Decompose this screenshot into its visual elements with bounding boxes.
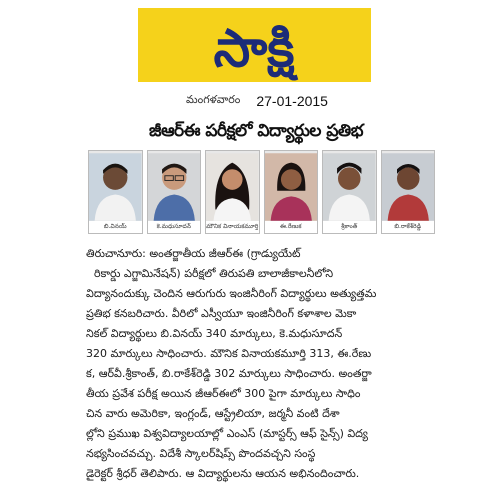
article-line: తీయ ప్రవేశ పరీక్ష అయిన జీఆర్‌ఈలో 300 పైగా మార్కులు సాధిం: [86, 387, 361, 400]
portrait-image: [323, 151, 376, 223]
newspaper-masthead: [138, 8, 371, 82]
article-line: డైరెక్టర్ శ్రీధర్ తెలిపారు. ఆ విద్యార్థులను ఆయన అభినందించారు.: [86, 467, 360, 480]
portrait-image: [148, 151, 201, 223]
portrait-image: [206, 151, 259, 223]
student-photo: [88, 150, 143, 234]
article-line: నికల్ విద్యార్థులు బి.వినయ్ 340 మార్కులు, కె.మధుసూదన్: [86, 327, 343, 340]
article-body: [86, 244, 450, 494]
student-photo: [381, 150, 436, 234]
sakshi-logo: [138, 8, 371, 82]
article-headline: జీఆర్‌ఈ పరీక్షలో విద్యార్థుల ప్రతిభ: [149, 121, 363, 141]
photo-caption: కె.మధుసూదన్: [148, 221, 201, 233]
dateline-day: మంగళవారం: [186, 93, 241, 106]
student-photo: [205, 150, 260, 234]
portrait-image: [382, 151, 435, 223]
article-line: నభ్యసించవచ్చు. విదేశీ స్కాలర్‌షిప్స్ పొందవచ్చని సంస్థ: [86, 447, 316, 460]
photo-caption: ఈ.రేణుక: [265, 221, 318, 233]
article-line: క, ఆర్‌వీ.శ్రీకాంత్, బి.రాకేశ్‌రెడ్డి 302 మార్కులు సాధించారు. అంతర్జా: [86, 367, 372, 380]
logo-text: సాక్షి: [213, 19, 295, 79]
dateline: [186, 92, 396, 110]
dateline-date: 27-01-2015: [256, 93, 328, 109]
portrait-image: [265, 151, 318, 223]
photo-caption: శ్రీకాంత్: [323, 221, 376, 233]
article-line: 320 మార్కులు సాధించారు. మౌనిక వినాయకమూర్తి 313, ఈ.రేణు: [86, 347, 372, 360]
student-photo: [264, 150, 319, 234]
photo-caption: మౌనిక వినాయకమూర్తి: [206, 221, 259, 233]
student-photo: [147, 150, 202, 234]
portrait-image: [89, 151, 142, 223]
article-line: తిరుచానూరు: అంతర్జాతీయ జీఆర్‌ఈ (గ్రాడ్యుయేట్: [86, 247, 301, 260]
article-line: ల్లోని ప్రముఖ విశ్వవిద్యాలయాల్లో ఎంఎస్ (మాస్టర్స్ ఆఫ్ సైన్స్) విద్య: [86, 427, 368, 440]
student-photo: [322, 150, 377, 234]
photo-caption: బి.రాకేశ్‌రెడ్డి: [382, 221, 435, 233]
photo-caption: బి.వినయ్: [89, 221, 142, 233]
article-line: ప్రతిభ కనబరిచారు. వీరిలో ఎస్వీయూ ఇంజినీరింగ్ కళాశాల మెకా: [86, 307, 357, 320]
article-line: రికార్డు ఎగ్జామినేషన్) పరీక్షలో తిరుపతి బాలాజీకాలనీలోని: [94, 267, 334, 280]
article-line: విద్యానందుక్కు చెందిన ఆరుగురు ఇంజినీరింగ్ విద్యార్థులు అత్యుత్తమ: [86, 287, 377, 300]
article-line: చిన వారు అమెరికా, ఇంగ్లండ్, ఆస్ట్రేలియా, జర్మనీ వంటి దేశా: [86, 407, 340, 420]
student-photos: [88, 150, 435, 234]
